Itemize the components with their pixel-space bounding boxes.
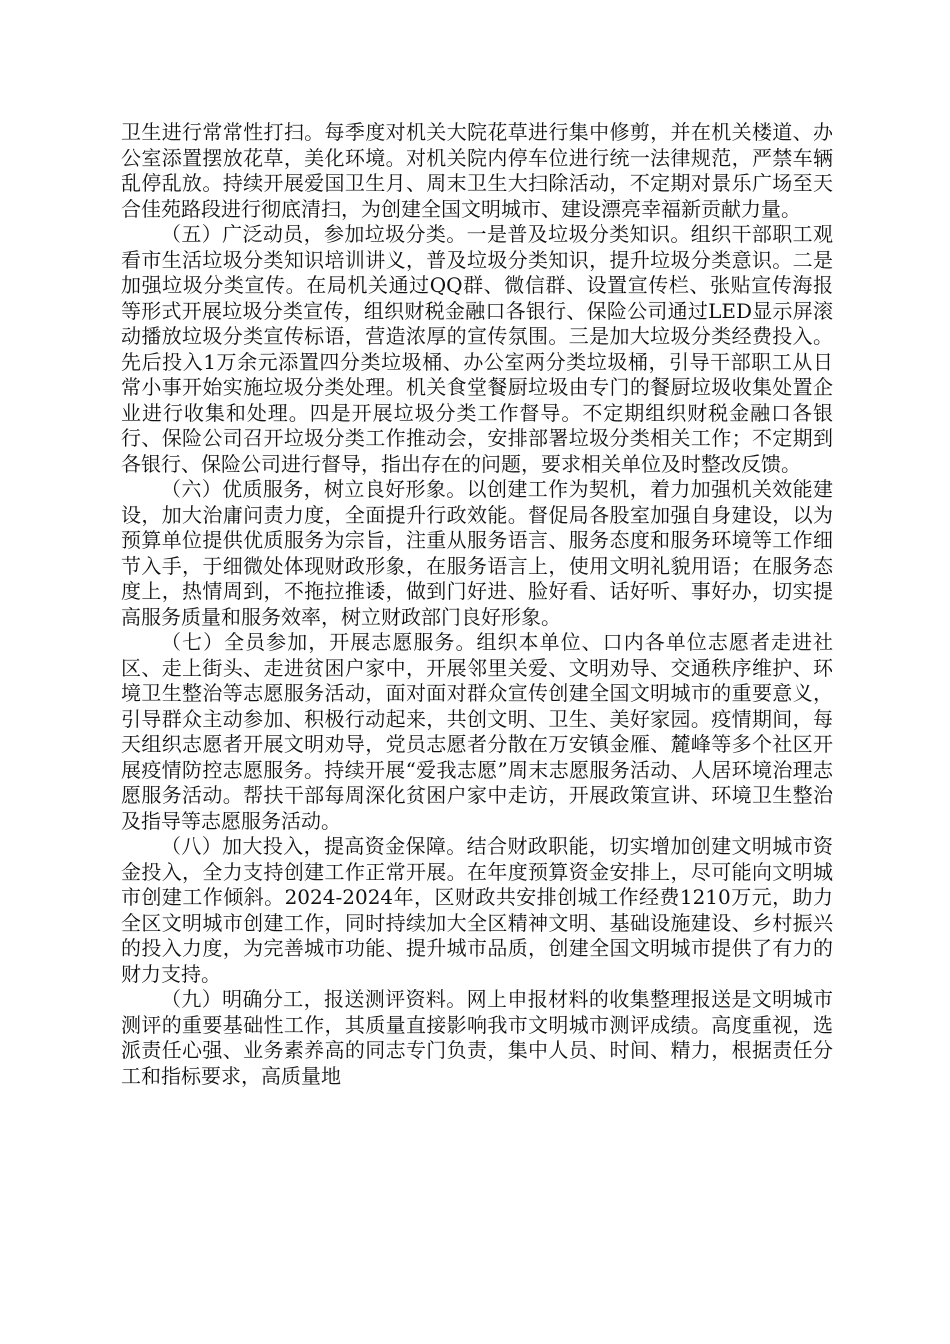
paragraph-section-9: （九）明确分工，报送测评资料。网上申报材料的收集整理报送是文明城市测评的重要基础性工作，其质量直接影响我市文明城市测评成绩。高度重视，选派责任心强、业务素养高的同志专门负责，集中人员、时间、精力，根据责任分工和指标要求，高质量地 bbox=[121, 987, 833, 1088]
document-body bbox=[121, 120, 833, 1089]
paragraph-section-5: （五）广泛动员，参加垃圾分类。一是普及垃圾分类知识。组织干部职工观看市生活垃圾分类知识培训讲义，普及垃圾分类知识，提升垃圾分类意识。二是加强垃圾分类宣传。在局机关通过QQ群、微信群、设置宣传栏、张贴宣传海报等形式开展垃圾分类宣传，组织财税金融口各银行、保险公司通过LED显示屏滚动播放垃圾分类宣传标语，营造浓厚的宣传氛围。三是加大垃圾分类经费投入。先后投入1万余元添置四分类垃圾桶、办公室两分类垃圾桶，引导干部职工从日常小事开始实施垃圾分类处理。机关食堂餐厨垃圾由专门的餐厨垃圾收集处置企业进行收集和处理。四是开展垃圾分类工作督导。不定期组织财税金融口各银行、保险公司召开垃圾分类工作推动会，安排部署垃圾分类相关工作；不定期到各银行、保险公司进行督导，指出存在的问题，要求相关单位及时整改反馈。 bbox=[121, 222, 833, 476]
paragraph-section-8: （八）加大投入，提高资金保障。结合财政职能，切实增加创建文明城市资金投入，全力支持创建工作正常开展。在年度预算资金安排上，尽可能向文明城市创建工作倾斜。2024-2024年，区财政共安排创城工作经费1210万元，助力全区文明城市创建工作，同时持续加大全区精神文明、基础设施建设、乡村振兴的投入力度，为完善城市功能、提升城市品质，创建全国文明城市提供了有力的财力支持。 bbox=[121, 834, 833, 986]
paragraph-continuation: 卫生进行常常性打扫。每季度对机关大院花草进行集中修剪，并在机关楼道、办公室添置摆放花草，美化环境。对机关院内停车位进行统一法律规范，严禁车辆乱停乱放。持续开展爱国卫生月、周末卫生大扫除活动，不定期对景乐广场至天合佳苑路段进行彻底清扫，为创建全国文明城市、建设漂亮幸福新贡献力量。 bbox=[121, 120, 833, 221]
paragraph-section-7: （七）全员参加，开展志愿服务。组织本单位、口内各单位志愿者走进社区、走上街头、走进贫困户家中，开展邻里关爱、文明劝导、交通秩序维护、环境卫生整治等志愿服务活动，面对面对群众宣传创建全国文明城市的重要意义，引导群众主动参加、积极行动起来，共创文明、卫生、美好家园。疫情期间，每天组织志愿者开展文明劝导，党员志愿者分散在万安镇金雁、麓峰等多个社区开展疫情防控志愿服务。持续开展“爱我志愿”周末志愿服务活动、人居环境治理志愿服务活动。帮扶干部每周深化贫困户家中走访，开展政策宣讲、环境卫生整治及指导等志愿服务活动。 bbox=[121, 630, 833, 833]
paragraph-section-6: （六）优质服务，树立良好形象。以创建工作为契机，着力加强机关效能建设，加大治庸问责力度，全面提升行政效能。督促局各股室加强自身建设，以为预算单位提供优质服务为宗旨，注重从服务语言、服务态度和服务环境等工作细节入手，于细微处体现财政形象，在服务语言上，使用文明礼貌用语；在服务态度上，热情周到，不拖拉推诿，做到门好进、脸好看、话好听、事好办，切实提高服务质量和服务效率，树立财政部门良好形象。 bbox=[121, 477, 833, 629]
